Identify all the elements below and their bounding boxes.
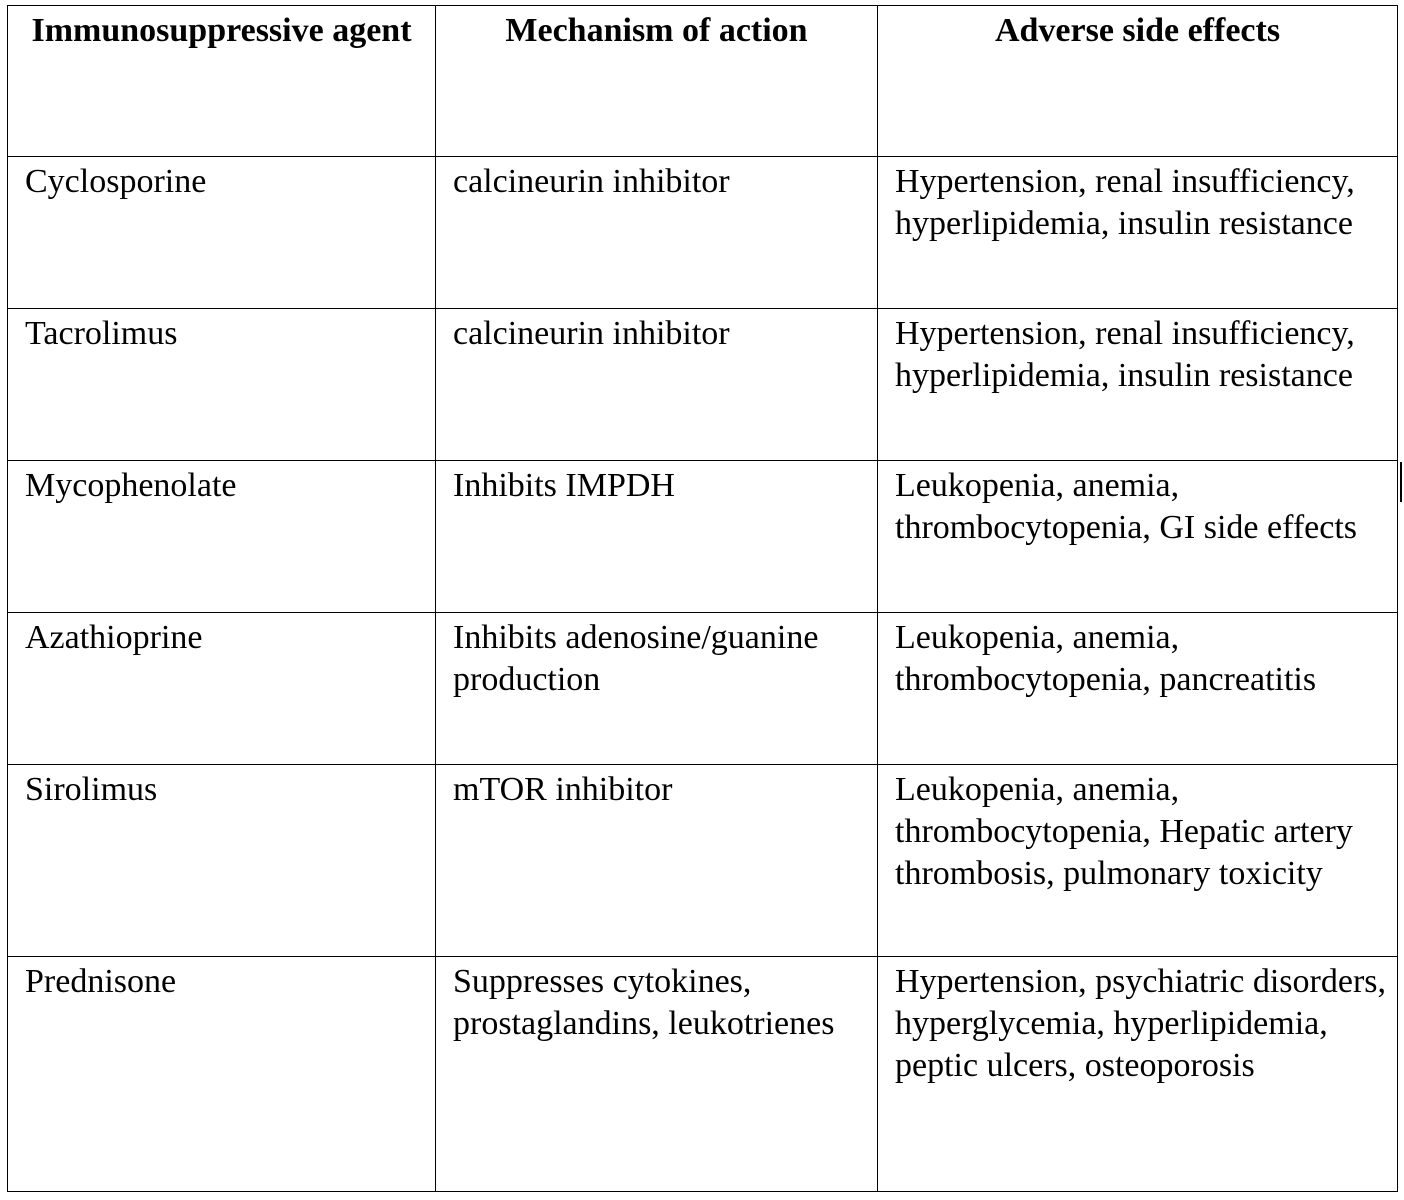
agent-cell: Mycophenolate: [8, 461, 436, 613]
header-agent: [8, 6, 436, 157]
table-row: [8, 765, 1398, 957]
header-effects: [878, 6, 1398, 157]
header-mechanism: [436, 6, 878, 157]
mechanism-cell: Suppresses cytokines, prostaglandins, leukotrienes: [436, 957, 878, 1192]
table-row: [8, 309, 1398, 461]
agent-cell: Azathioprine: [8, 613, 436, 765]
text-cursor-mark: [1400, 462, 1402, 502]
agent-cell: Sirolimus: [8, 765, 436, 957]
effects-cell: Leukopenia, anemia, thrombocytopenia, Hepatic artery thrombosis, pulmonary toxicity: [878, 765, 1398, 957]
effects-cell: Hypertension, renal insufficiency, hyperlipidemia, insulin resistance: [878, 309, 1398, 461]
agent-cell: Prednisone: [8, 957, 436, 1192]
header-mechanism-label: Mechanism of action: [505, 12, 808, 49]
effects-cell: Hypertension, renal insufficiency, hyperlipidemia, insulin resistance: [878, 157, 1398, 309]
mechanism-cell: calcineurin inhibitor: [436, 157, 878, 309]
table-header: [8, 6, 1398, 157]
effects-cell: Leukopenia, anemia, thrombocytopenia, GI side effects: [878, 461, 1398, 613]
effects-cell: Hypertension, psychiatric disorders, hyperglycemia, hyperlipidemia, peptic ulcers, osteoporosis: [878, 957, 1398, 1192]
table-body: [8, 157, 1398, 1192]
mechanism-cell: calcineurin inhibitor: [436, 309, 878, 461]
immunosuppressant-table-container: [7, 5, 1397, 1192]
mechanism-cell: mTOR inhibitor: [436, 765, 878, 957]
agent-cell: Cyclosporine: [8, 157, 436, 309]
effects-cell: Leukopenia, anemia, thrombocytopenia, pancreatitis: [878, 613, 1398, 765]
mechanism-cell: Inhibits IMPDH: [436, 461, 878, 613]
table-row: [8, 157, 1398, 309]
header-effects-label: Adverse side effects: [994, 12, 1281, 49]
header-row: [8, 6, 1398, 157]
table-row: [8, 461, 1398, 613]
table-row: [8, 957, 1398, 1192]
header-agent-label: Immunosuppressive agent: [31, 12, 412, 49]
agent-cell: Tacrolimus: [8, 309, 436, 461]
mechanism-cell: Inhibits adenosine/guanine production: [436, 613, 878, 765]
immunosuppressant-table: [7, 5, 1398, 1192]
table-row: [8, 613, 1398, 765]
